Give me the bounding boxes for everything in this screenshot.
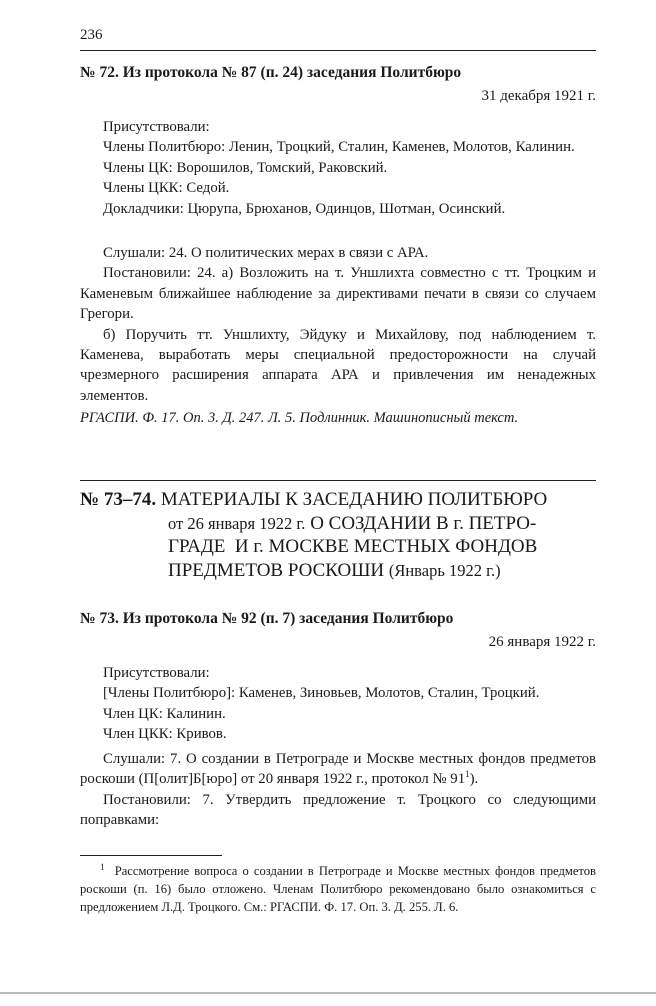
section-title-line1: МАТЕРИАЛЫ К ЗАСЕДАНИЮ ПОЛИТБЮРО [160,489,548,510]
doc72-resolved-b: б) Поручить тт. Уншлихту, Эйдуку и Михайлову, под наблюдением т. Каменева, выработать меры специальной предосторожности на случай чрезмерного расширения аппарата АРА и привлечения им ненадежных элементов. [80,326,596,404]
doc73-heard-text: Слушали: 7. О создании в Петрограде и Москве местных фондов предметов роскоши (П[олит]Б[юро] от 20 января 1922 г., протокол № 91 [80,751,596,788]
doc72-title: № 72. Из протокола № 87 (п. 24) заседания Политбюро [80,64,462,81]
footnote-text: Рассмотрение вопроса о создании в Петрограде и Москве местных фондов предметов роскоши (п. 16) было отложено. Членам Политбюро рекомендовано было ознакомиться с предложением Л.Д. Троцкого. См.: РГАСПИ. Ф. 17. Оп. 3. Д. 255. Л. 6. [80,864,596,914]
doc73-ckk-members: Член ЦКК: Кривов. [103,726,227,743]
doc73-heard [80,749,596,790]
doc72-source: РГАСПИ. Ф. 17. Оп. 3. Д. 247. Л. 5. Подлинник. Машинописный текст. [80,410,519,426]
doc73-date: 26 января 1922 г. [488,634,596,650]
section-title-line2: О СОЗДАНИИ В г. ПЕТРО- [310,512,537,534]
doc72-resolved-a: Постановили: 24. а) Возложить на т. Уншлихта совместно с тт. Троцким и Каменевым ближайшее наблюдение за директивами печати в связи со случаем Грегори. [80,265,596,323]
doc73-title: № 73. Из протокола № 92 (п. 7) заседания Политбюро [80,610,454,627]
footnote-ref[interactable]: 1 [465,769,470,780]
doc72-heard: Слушали: 24. О политических мерах в связи с АРА. [103,245,429,261]
section-number: № 73–74. [80,489,157,510]
doc72-politburo-members: Члены Политбюро: Ленин, Троцкий, Сталин, Каменев, Молотов, Калинин. [103,139,575,156]
section-title-period: (Январь 1922 г.) [388,560,501,580]
doc72-speakers: Докладчики: Цюрупа, Брюханов, Одинцов, Шотман, Осинский. [103,200,506,217]
doc73-politburo-members: [Члены Политбюро]: Каменев, Зиновьев, Молотов, Сталин, Троцкий. [103,685,540,702]
doc73-attendance [80,663,596,745]
doc73-cc-members: Член ЦК: Калинин. [103,705,226,722]
section-title-line4: ПРЕДМЕТОВ РОСКОШИ [168,559,385,581]
page-bottom-edge [0,992,656,994]
section-rule [80,480,596,481]
doc73-resolved: Постановили: 7. Утвердить предложение т. Троцкого со следующими поправками: [80,791,596,829]
doc72-present-label: Присутствовали: [103,119,210,135]
page-number: 236 [80,27,103,43]
doc73-body [80,749,596,831]
footnote [80,862,596,916]
doc72-attendance [80,117,596,219]
footnote-mark: 1 [100,861,105,872]
footnote-rule [80,855,222,856]
doc72-date: 31 декабря 1921 г. [481,88,596,104]
section-title-line3: ГРАДЕ И г. МОСКВЕ МЕСТНЫХ ФОНДОВ [168,536,538,557]
header-rule [80,50,596,51]
doc72-body [80,243,596,406]
doc73-heard-end: ). [469,771,479,788]
doc73-present-label: Присутствовали: [103,665,210,681]
doc72-ckk-members: Члены ЦКК: Седой. [103,180,230,197]
section-title-date: от 26 января 1922 г. [168,513,306,533]
doc72-cc-members: Члены ЦК: Ворошилов, Томский, Раковский. [103,159,388,176]
section-heading [80,488,600,582]
